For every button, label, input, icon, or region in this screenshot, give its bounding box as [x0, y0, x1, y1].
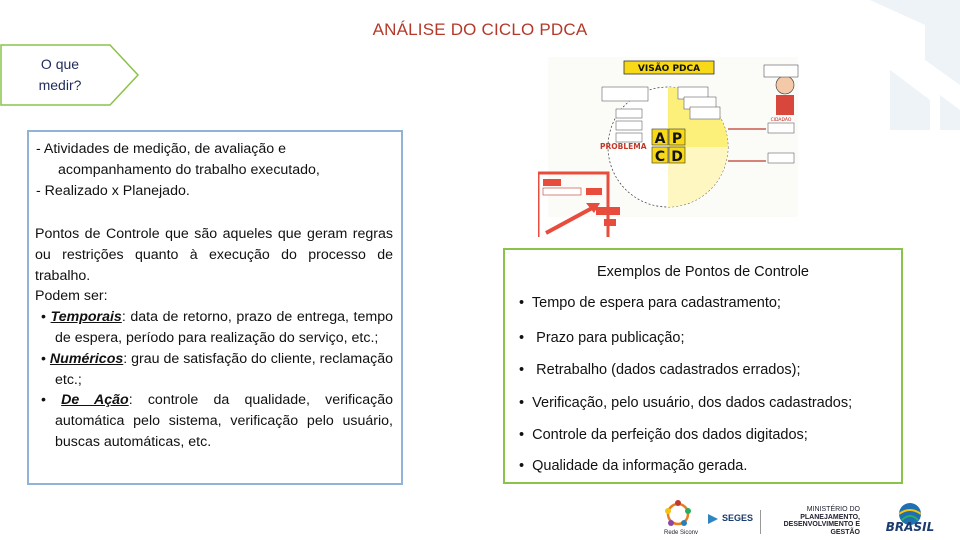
brasil-text: BRASIL: [885, 520, 935, 534]
numeric-desc: : grau de satisfação do cliente, reclamação etc.;: [55, 350, 393, 388]
diagram-header: VISÃO PDCA: [637, 64, 701, 74]
example-item-2-text: Prazo para publicação;: [532, 330, 685, 346]
letter-c: C: [654, 149, 666, 165]
ministry-line-1: MINISTÉRIO DO: [806, 506, 860, 513]
citizen-label: CIDADÃO: [770, 118, 792, 123]
rede-siconv-logo: [662, 498, 694, 530]
action-desc: : controle da qualidade, verificação automática pelo sistema, verificação pelo usuário, buscas automáticas, etc.: [55, 392, 393, 450]
ministry-line-2: PLANEJAMENTO,: [800, 513, 860, 521]
letter-p: P: [671, 131, 683, 147]
examples-title: Exemplos de Pontos de Controle: [597, 264, 809, 280]
temporal-term: Temporais: [50, 309, 122, 326]
problem-label: PROBLEMA: [600, 142, 647, 151]
bullet-planned: - Realizado x Planejado.: [36, 182, 190, 199]
letter-a: A: [654, 131, 666, 147]
example-item-1: • Tempo de espera para cadastramento;: [519, 295, 781, 311]
question-line-2: medir?: [38, 77, 82, 93]
question-label: [10, 54, 110, 96]
example-item-4: • Verificação, pelo usuário, dos dados cadastrados;: [519, 395, 853, 411]
question-line-1: O que: [40, 56, 80, 72]
control-points-text: [35, 224, 393, 453]
bullet-activities-cont: acompanhamento do trabalho executado,: [58, 161, 320, 178]
type-temporal: • Temporais: data de retorno, prazo de entrega, tempo de espera, período para realização do serviço, etc.;: [41, 309, 393, 346]
can-be-label: Podem ser:: [35, 288, 108, 305]
type-action: • De Ação: controle da qualidade, verificação automática pelo sistema, verificação pelo usuário, buscas automáticas, etc.: [41, 392, 393, 450]
example-item-6: • Qualidade da informação gerada.: [519, 458, 748, 474]
example-item-2: • Prazo para publicação;: [519, 330, 685, 346]
pdca-diagram: [538, 57, 808, 237]
ministry-logo: [760, 506, 860, 536]
footer-logos: [660, 498, 950, 540]
brasil-logo: [872, 500, 948, 536]
ministry-line-3: DESENVOLVIMENTO E GESTÃO: [783, 521, 860, 536]
bullet-activities: [36, 139, 394, 201]
page-title: ANÁLISE DO CICLO PDCA: [372, 20, 588, 39]
letter-d: D: [671, 149, 683, 165]
example-item-5: • Controle da perfeição dos dados digitados;: [519, 427, 808, 443]
temporal-desc: : data de retorno, prazo de entrega, tempo de espera, período para realização do serviço, etc.;: [55, 309, 393, 346]
action-term: De Ação: [61, 392, 129, 409]
numeric-term: Numéricos: [49, 350, 124, 367]
type-numeric: • Numéricos: grau de satisfação do cliente, reclamação etc.;: [41, 350, 393, 388]
example-item-5-text: Controle da perfeição dos dados digitados;: [532, 427, 808, 443]
bullet-activities-line: - Atividades de medição, de avaliação e: [36, 141, 287, 157]
seges-mark: [706, 512, 720, 526]
control-points-paragraph: Pontos de Controle que são aqueles que geram regras ou restrições quanto à execução do processo de trabalho.: [35, 226, 393, 284]
example-item-3-text: Retrabalho (dados cadastrados errados);: [532, 362, 801, 378]
example-item-3: • Retrabalho (dados cadastrados errados);: [519, 362, 801, 378]
example-item-1-text: Tempo de espera para cadastramento;: [531, 295, 781, 311]
question-tag: [0, 44, 140, 106]
rede-siconv-text: Rede Siconv: [664, 530, 699, 536]
example-item-4-text: Verificação, pelo usuário, dos dados cadastrados;: [532, 395, 853, 411]
example-item-6-text: Qualidade da informação gerada.: [532, 458, 748, 474]
seges-logo: SEGES: [722, 513, 754, 523]
